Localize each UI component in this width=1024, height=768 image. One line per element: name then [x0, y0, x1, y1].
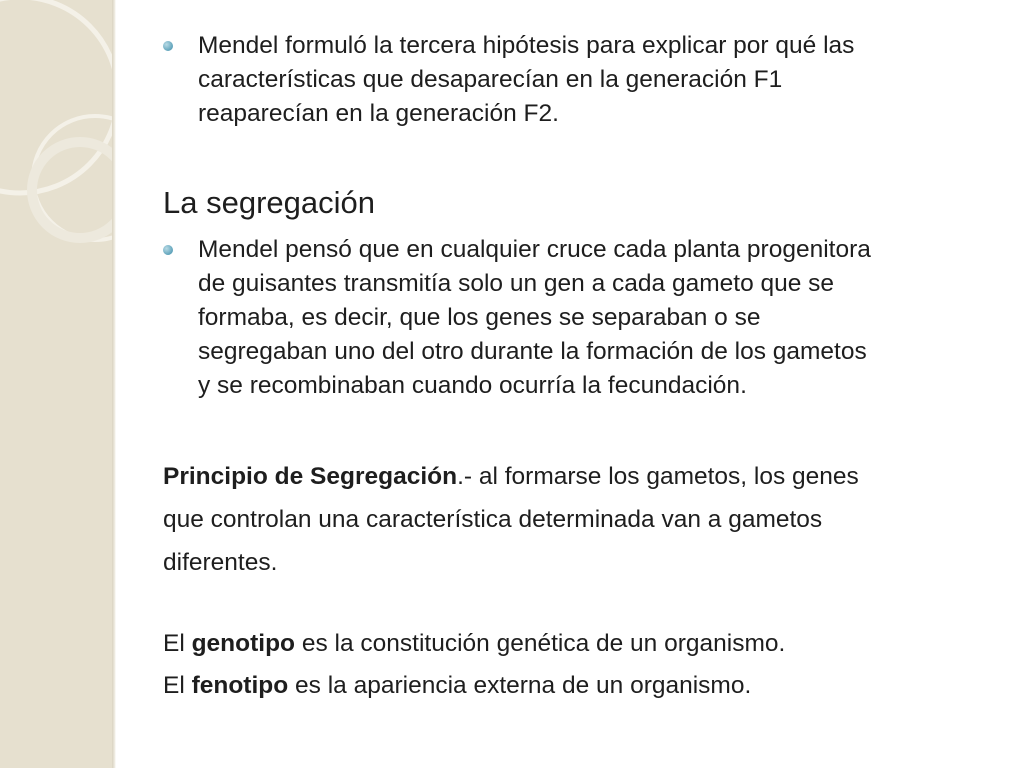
- text-line: Mendel formuló la tercera hipótesis para explicar por qué las: [198, 32, 855, 59]
- phenotype-term: fenotipo: [191, 672, 289, 699]
- section-heading: La segregación: [163, 185, 375, 220]
- text-line: y se recombinaban cuando ocurría la fecundación.: [198, 372, 747, 399]
- definitions: [163, 623, 993, 707]
- side-panel-edge: [112, 0, 116, 768]
- text-line: de guisantes transmitía solo un gen a cada gameto que se: [198, 270, 835, 297]
- text-line: formaba, es decir, que los genes se separaban o se: [198, 304, 761, 331]
- text-line: segregaban uno del otro durante la formación de los gametos: [198, 338, 867, 365]
- bullet-icon: [163, 41, 173, 51]
- principle-paragraph: [163, 455, 993, 584]
- bullet-hypothesis-text: [198, 29, 988, 131]
- principle-term: Principio de Segregación: [163, 463, 458, 490]
- text-line: Mendel pensó que en cualquier cruce cada planta progenitora: [198, 236, 871, 263]
- genotype-term: genotipo: [191, 630, 296, 657]
- bullet-segregation-text: [198, 233, 988, 403]
- phenotype-rest: es la apariencia externa de un organismo.: [288, 672, 752, 699]
- text-line: [163, 455, 993, 498]
- decorative-rings-icon: [0, 0, 112, 768]
- principle-rest: .- al formarse los gametos, los genes: [457, 463, 859, 490]
- genotype-prefix: El: [163, 630, 192, 657]
- decorative-side-panel: [0, 0, 112, 768]
- bullet-icon: [163, 245, 173, 255]
- text-line: características que desaparecían en la generación F1: [198, 66, 783, 93]
- phenotype-prefix: El: [163, 672, 192, 699]
- genotype-rest: es la constitución genética de un organismo.: [295, 630, 786, 657]
- phenotype-definition: [163, 665, 993, 707]
- text-line: que controlan una característica determinada van a gametos: [163, 506, 823, 533]
- genotype-definition: [163, 623, 993, 665]
- text-line: diferentes.: [163, 549, 278, 576]
- text-line: reaparecían en la generación F2.: [198, 100, 559, 127]
